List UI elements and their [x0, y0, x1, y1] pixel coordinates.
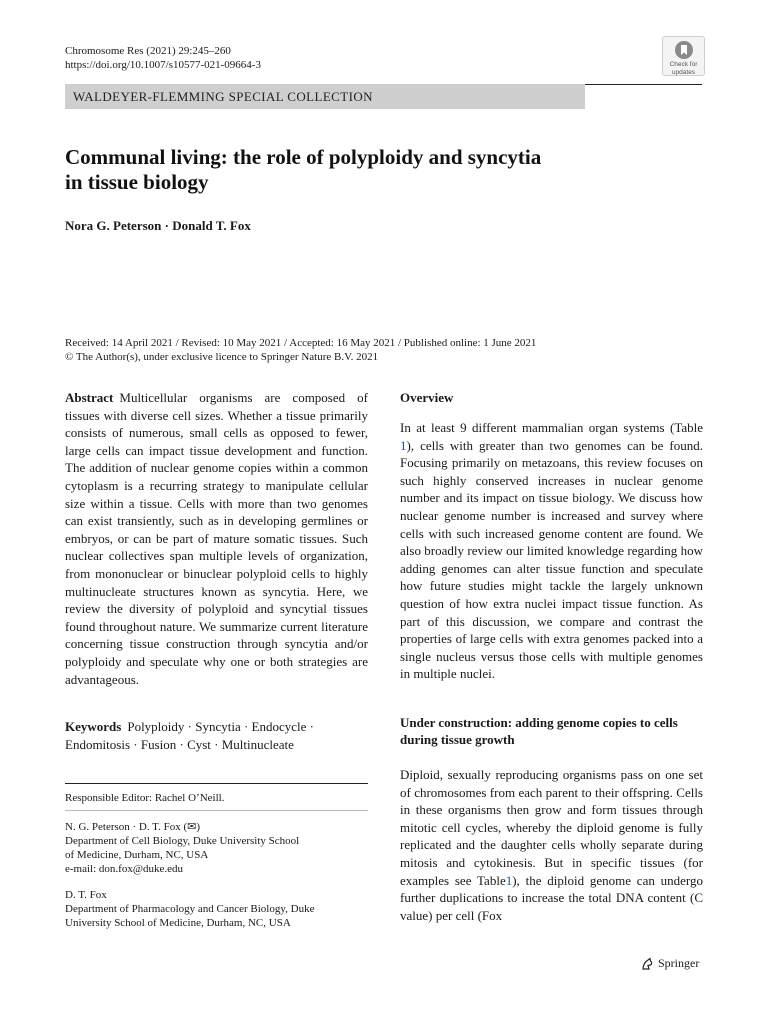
- table-1-ref-2[interactable]: 1: [505, 872, 513, 888]
- under-text-a: Diploid, sexually reproducing organisms pass on one set of chromosomes from each parent to their offspring. Cells in these organisms then grow and form tissues through mitotic cell cycles, whereby the diploid genome is fully replicated and the daughter cells wholly separate during mitosis and cytokinesis. But in specific tissues (for examples see Table: [400, 767, 703, 888]
- keywords-section: [65, 718, 368, 753]
- aff1-names: N. G. Peterson · D. T. Fox (✉): [65, 821, 200, 833]
- overview-text-a: In at least 9 different mammalian organ systems (Table: [400, 420, 703, 435]
- collection-banner: [65, 84, 585, 109]
- under-construction-heading: Under construction: adding genome copies to cells during tissue growth: [400, 715, 678, 747]
- under-text-b: ), the diploid genome can undergo further duplications to increase the total DNA content (C value) per cell (Fox: [400, 872, 703, 923]
- keywords-text: Polyploidy · Syncytia · Endocycle · Endomitosis · Fusion · Cyst · Multinucleate: [65, 719, 315, 752]
- aff2-name: D. T. Fox: [65, 889, 107, 901]
- under-construction-section: [400, 766, 703, 924]
- table-1-ref[interactable]: 1: [400, 437, 407, 453]
- aff1-place: of Medicine, Durham, NC, USA: [65, 849, 209, 861]
- affiliation-1: [65, 820, 368, 876]
- check-for-updates-badge[interactable]: [662, 36, 705, 76]
- overview-section: [400, 419, 703, 683]
- bookmark-icon: [674, 40, 694, 60]
- footnote-divider: [65, 810, 368, 811]
- aff1-email[interactable]: e-mail: don.fox@duke.edu: [65, 863, 183, 875]
- abstract-text: Multicellular organisms are composed of tissues with diverse cell sizes. Whether a tissue primarily consists of numerous, small cells as opposed to fewer, large cells can impact tissue development and function. The addition of nuclear genome copies within a common cytoplasm is a recurring strategy to manipulate cellular size within a tissue. Cells with more than two genomes can exist transiently, such as in developing germlines or embryos, or can be part of mature somatic tissues. Such nuclear collectives span multiple levels of organization, from mononuclear or binuclear polyploid cells to highly multinucleate structures known as syncytia. Here, we review the diversity of polyploid and syncytial tissues found throughout nature. We summarize current literature concerning tissue construction through syncytia and/or polyploidy and speculate why one or both strategies are advantageous.: [65, 390, 368, 687]
- publication-history: [65, 336, 705, 364]
- article-title: [65, 145, 625, 195]
- keywords-label: Keywords: [65, 719, 122, 734]
- responsible-editor: Responsible Editor: Rachel O’Neill.: [65, 792, 225, 804]
- springer-horse-icon: [640, 957, 654, 971]
- badge-label-2: updates: [671, 69, 696, 76]
- dates-line: Received: 14 April 2021 / Revised: 10 May 2021 / Accepted: 16 May 2021 / Published online: 1 June 2021: [65, 337, 537, 349]
- affiliation-2: [65, 888, 368, 930]
- collection-label: WALDEYER-FLEMMING SPECIAL COLLECTION: [73, 89, 373, 104]
- publisher-logo: [640, 956, 699, 971]
- doi-link[interactable]: https://doi.org/10.1007/s10577-021-09664-3: [65, 59, 261, 71]
- journal-line: Chromosome Res (2021) 29:245–260: [65, 45, 231, 57]
- journal-citation: [65, 44, 261, 72]
- overview-text-b: ), cells with greater than two genomes can be found. Focusing primarily on metazoans, this review focuses on such highly conserved increases in nuclear genome number and its impact on tissue biology. We discuss how nuclear genome number is increased and survey where cells with such increased genome content are found. We also broadly review our limited knowledge regarding how adding genomes can alter tissue function and speculate how future studies might tackle the largely unknown question of how extra nuclei impact tissue function. As part of this discussion, we compare and contrast the properties of large cells with extra genomes packed into a single nucleus versus those cells with multiple genomes in multiple nuclei.: [400, 437, 703, 682]
- title-line-1: Communal living: the role of polyploidy and syncytia: [65, 145, 542, 169]
- publisher-name: Springer: [658, 956, 700, 970]
- aff2-place: University School of Medicine, Durham, NC, USA: [65, 917, 291, 929]
- badge-label-1: Check for: [669, 61, 698, 68]
- copyright-line: © The Author(s), under exclusive licence to Springer Nature B.V. 2021: [65, 351, 379, 363]
- overview-heading: Overview: [400, 390, 454, 405]
- abstract-label: Abstract: [65, 390, 114, 405]
- abstract-section: [65, 389, 368, 688]
- footnote-separator: [65, 783, 368, 784]
- aff2-dept: Department of Pharmacology and Cancer Biology, Duke: [65, 903, 315, 915]
- author-list: Nora G. Peterson · Donald T. Fox: [65, 218, 251, 233]
- aff1-dept: Department of Cell Biology, Duke University School: [65, 835, 300, 847]
- title-line-2: in tissue biology: [65, 170, 209, 194]
